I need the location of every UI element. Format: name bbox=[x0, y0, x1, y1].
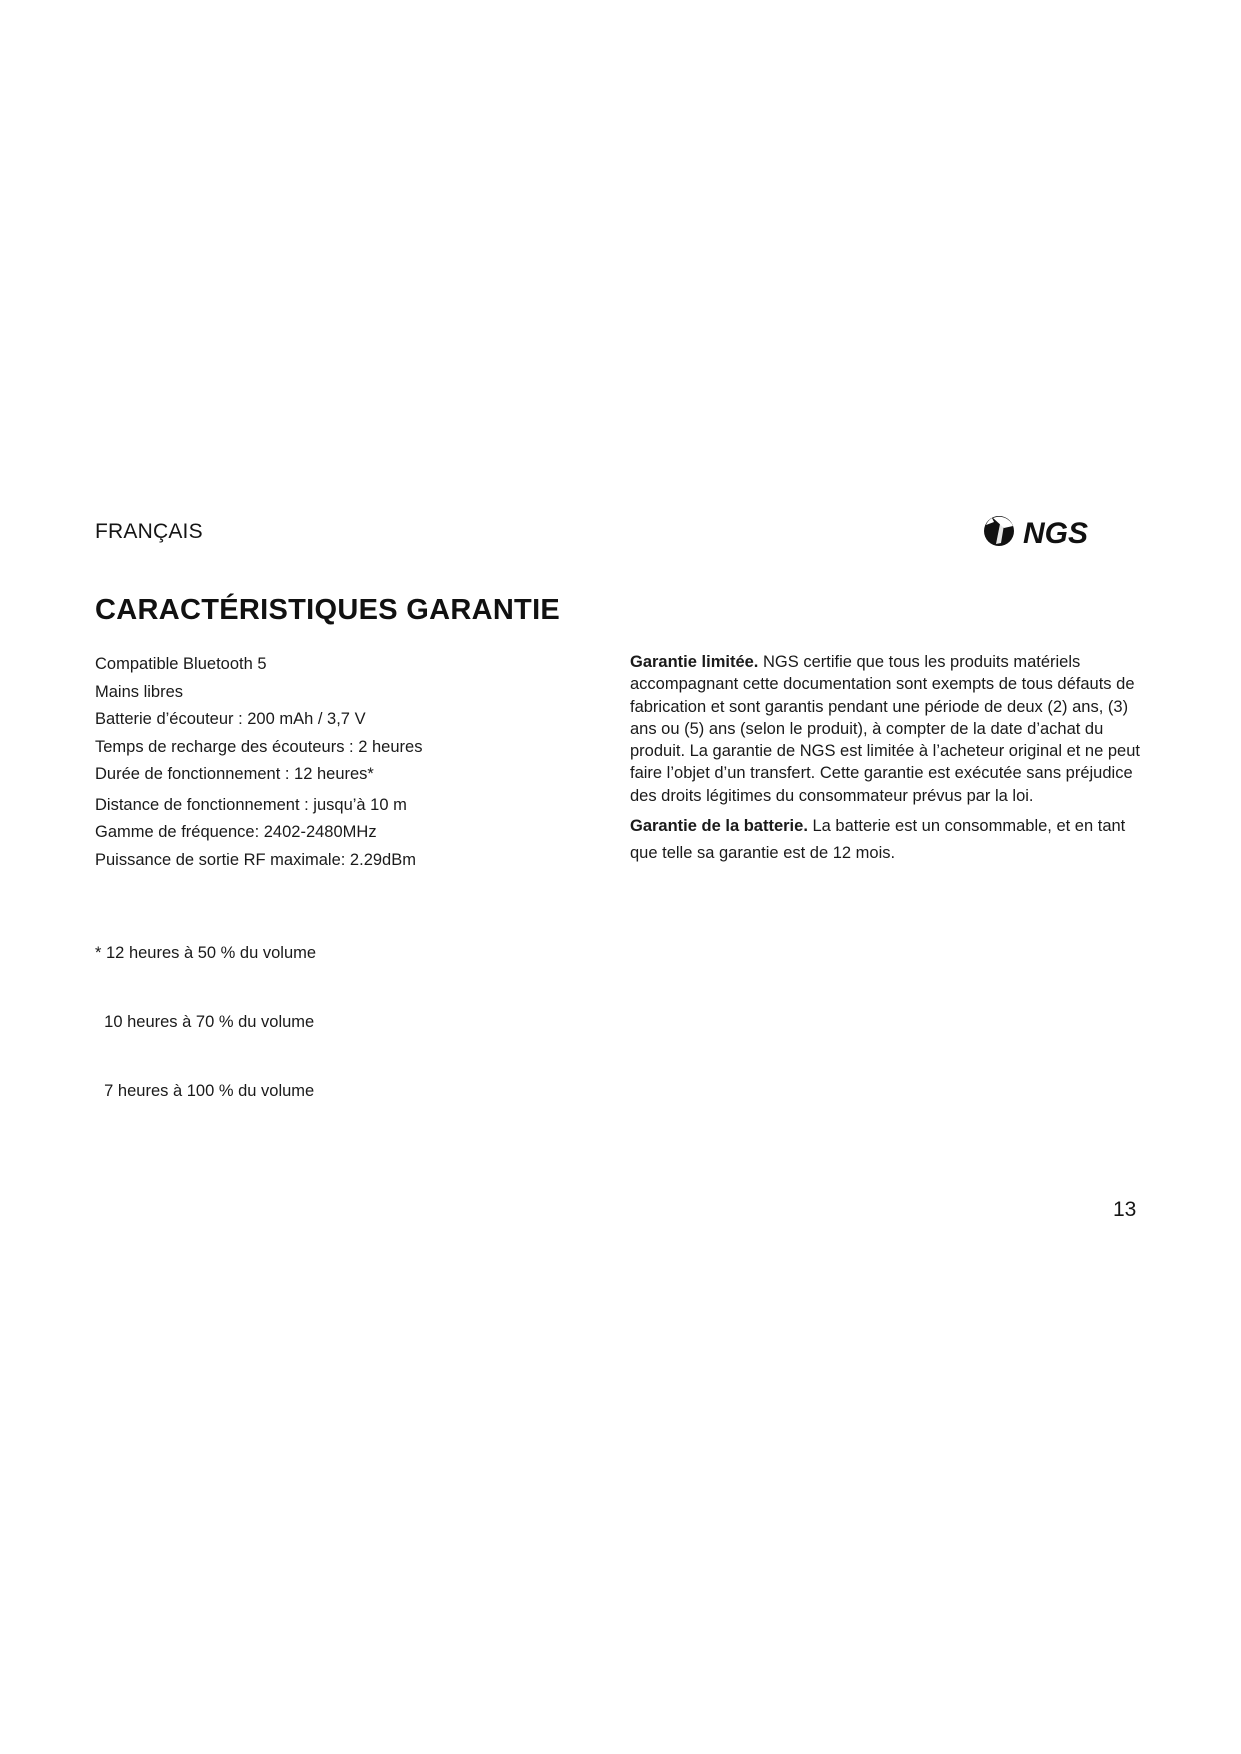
spec-item: Batterie d’écouteur : 200 mAh / 3,7 V bbox=[95, 710, 366, 728]
page-number: 13 bbox=[1113, 1198, 1137, 1221]
footnote-line: 10 heures à 70 % du volume bbox=[95, 1013, 315, 1031]
footnote-line: * 12 heures à 50 % du volume bbox=[95, 944, 317, 962]
warranty-section bbox=[630, 651, 1140, 873]
spec-item: Distance de fonctionnement : jusqu’à 10 m bbox=[95, 795, 407, 814]
spec-item: Puissance de sortie RF maximale: 2.29dBm bbox=[95, 850, 416, 869]
spec-item: Gamme de fréquence: 2402-2480MHz bbox=[95, 823, 377, 841]
battery-warranty-title: Garantie de la batterie. bbox=[630, 817, 808, 836]
ngs-logo bbox=[980, 510, 1140, 552]
spec-item: Mains libres bbox=[95, 682, 184, 701]
language-label: FRANÇAIS bbox=[95, 520, 203, 543]
spec-item: Compatible Bluetooth 5 bbox=[95, 655, 267, 673]
ngs-logo-text: NGS bbox=[1023, 517, 1089, 550]
ngs-logo-icon bbox=[984, 516, 1014, 546]
spec-item: Durée de fonctionnement : 12 heures* bbox=[95, 765, 374, 783]
spec-item: Temps de recharge des écouteurs : 2 heures bbox=[95, 737, 423, 756]
limited-warranty-text: NGS certifie que tous les produits matériels accompagnant cette documentation sont exempts de tous défauts de fabrication et sont garantis pendant une période de deux (2) ans, (3) ans ou (5) ans (selon le produit), à compter de la date d’achat du produit. La garantie de NGS est limitée à l’acheteur original et ne peut faire l’objet d’un transfert. Cette garantie est exécutée sans préjudice des droits légitimes du consommateur prévus par la loi. bbox=[630, 653, 1140, 805]
page-title: CARACTÉRISTIQUES GARANTIE bbox=[95, 594, 561, 626]
runtime-footnote bbox=[95, 896, 316, 1149]
battery-warranty-paragraph bbox=[630, 813, 1140, 867]
specs-list bbox=[95, 651, 595, 874]
limited-warranty-title: Garantie limitée. bbox=[630, 653, 759, 671]
limited-warranty-paragraph bbox=[630, 651, 1140, 807]
footnote-line: 7 heures à 100 % du volume bbox=[95, 1082, 315, 1100]
battery-warranty-text: La batterie est un consommable, et en tant que telle sa garantie est de 12 mois. bbox=[630, 817, 1126, 863]
